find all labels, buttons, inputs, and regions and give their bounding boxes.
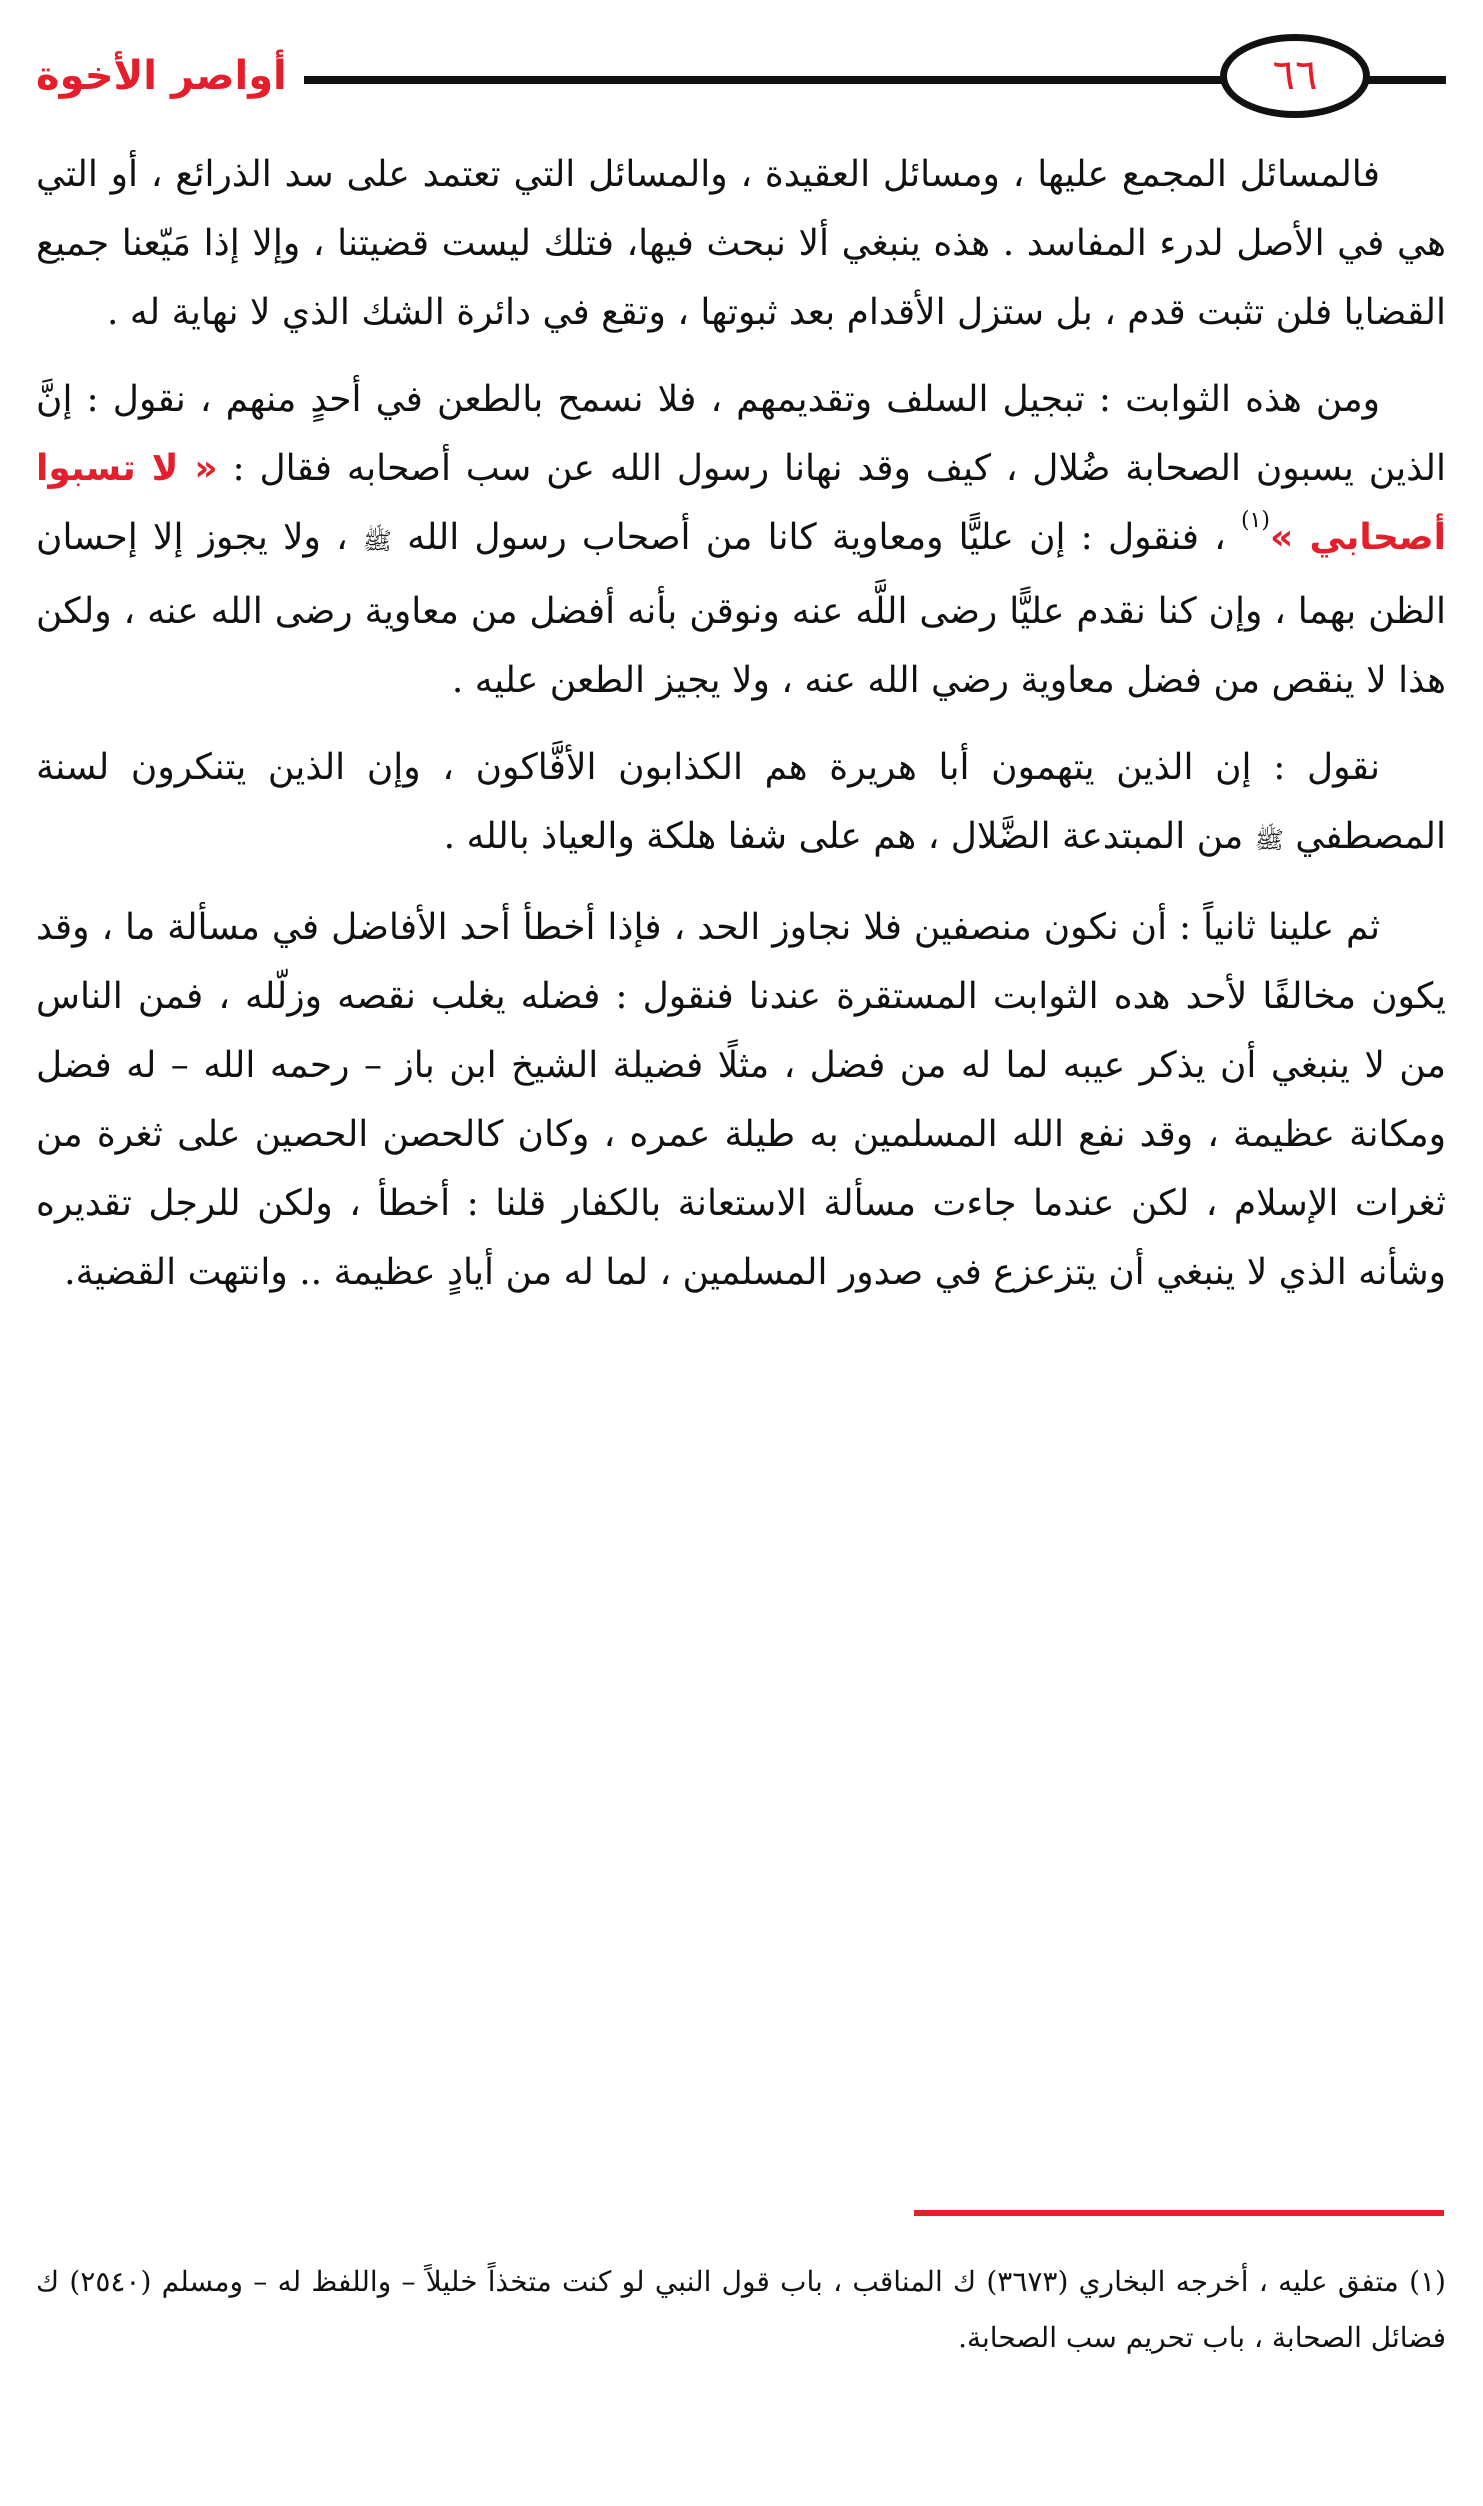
- page-number: ٦٦: [1220, 34, 1370, 118]
- paragraph-2-part-b: ، فنقول : إن عليًّا ومعاوية كانا من أصحاب رسول الله: [407, 517, 1226, 558]
- body-text: [36, 140, 1446, 1307]
- header-rule-left: [304, 76, 1228, 84]
- paragraph-2: [36, 365, 1446, 715]
- paragraph-3: [36, 733, 1446, 875]
- page-header: [36, 34, 1446, 124]
- paragraph-2-part-c: ، ولا يجوز إلا إحسان الظن بهما ، وإن كنا نقدم عليًّا رضى اللَّه عنه ونوقن بأنه أفضل من معاوية رضى الله عنه ، ولكن هذا لا ينقص من فضل معاوية رضي الله عنه ، ولا يجيز الطعن عليه .: [36, 517, 1446, 701]
- header-rule-right: [1366, 76, 1446, 84]
- footnote-divider: [914, 2210, 1444, 2216]
- paragraph-2-part-a: ومن هذه الثوابت : تبجيل السلف وتقديمهم ، فلا نسمح بالطعن في أحدٍ منهم ، نقول : إنَّ الذين يسبون الصحابة ضُلال ، كيف وقد نهانا رسول الله عن سب أصحابه فقال :: [36, 379, 1447, 489]
- hadith-quote: « لا تسبوا أصحابي »: [36, 448, 1447, 558]
- paragraph-3-part-a: نقول : إن الذين يتهمون أبا هريرة هم الكذابون الأفَّاكون ، وإن الذين يتنكرون لسنة المصطفي: [36, 747, 1446, 857]
- salutation-glyph: ﷺ: [362, 527, 392, 555]
- paragraph-1: فالمسائل المجمع عليها ، ومسائل العقيدة ، والمسائل التي تعتمد على سد الذرائع ، أو التي هي في الأصل لدرء المفاسد . هذه ينبغي ألا نبحث فيها، فتلك ليست قضيتنا ، وإلا إذا مَيّعنا جميع القضايا فلن تثبت قدم ، بل ستزل الأقدام بعد ثبوتها ، وتقع في دائرة الشك الذي لا نهاية له .: [36, 154, 1446, 333]
- paragraph-3-part-b: من المبتدعة الضَّلال ، هم على شفا هلكة والعياذ بالله .: [443, 816, 1244, 857]
- footnote: (١) متفق عليه ، أخرجه البخاري (٣٦٧٣) ك المناقب ، باب قول النبي لو كنت متخذاً خليلاً – واللفظ له – ومسلم (٢٥٤٠) ك فضائل الصحابة ، باب تحريم سب الصحابة.: [36, 2265, 1446, 2354]
- paragraph-4: ثم علينا ثانياً : أن نكون منصفين فلا نجاوز الحد ، فإذا أخطأ أحد الأفاضل في مسألة ما ، وقد يكون مخالفًا لأحد هده الثوابت المستقرة عندنا فنقول : فضله يغلب نقصه وزلّله ، فمن الناس من لا ينبغي أن يذكر عيبه لما له من فضل ، مثلًا فضيلة الشيخ ابن باز – رحمه الله – له فضل ومكانة عظيمة ، وقد نفع الله المسلمين به طيلة عمره ، وكان كالحصن الحصين على ثغرة من ثغرات الإسلام ، لكن عندما جاءت مسألة الاستعانة بالكفار قلنا : أخطأ ، ولكن للرجل تقديره وشأنه الذي لا ينبغي أن يتزعزع في صدور المسلمين ، لما له من أيادٍ عظيمة .. وانتهت القضية.: [36, 907, 1447, 1293]
- footnote-reference[interactable]: (١): [1240, 508, 1270, 533]
- salutation-glyph: ﷺ: [1254, 826, 1284, 854]
- book-title: أواصر الأخوة: [36, 53, 287, 99]
